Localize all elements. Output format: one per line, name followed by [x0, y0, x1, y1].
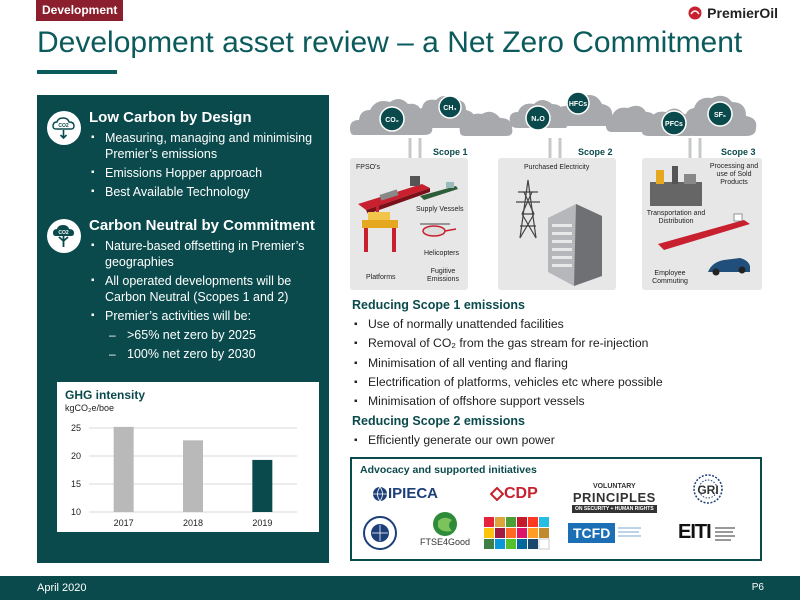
gas-label: CH₄	[443, 105, 457, 112]
reducing-scope2-list	[352, 431, 772, 450]
vp-mid-text: PRINCIPLES	[572, 490, 656, 505]
ftse-globe-icon	[432, 511, 458, 537]
scope1-label: Scope 1	[433, 147, 468, 157]
sdg-grid-icon	[484, 517, 550, 551]
low-carbon-title: Low Carbon by Design	[89, 109, 252, 126]
purchased-electricity-label: Purchased Electricity	[524, 164, 590, 171]
helicopter-icon	[420, 224, 456, 236]
gas-label: SF₆	[713, 112, 727, 119]
list-item: ▪ Electrification of platforms, vehicles etc where possible	[352, 373, 772, 392]
list-item: ▪ Best Available Technology	[89, 184, 323, 200]
x-tick-label: 2019	[252, 518, 273, 528]
y-tick-label: 25	[70, 423, 81, 433]
fugitive-emissions-label: Fugitive Emissions	[427, 268, 459, 283]
eiti-logo	[678, 521, 737, 544]
voluntary-principles-logo	[572, 483, 657, 513]
ipieca-logo	[372, 485, 438, 502]
cdp-text: CDP	[504, 485, 538, 502]
list-item: ▪ Efficiently generate our own power	[352, 431, 772, 450]
carbon-neutral-list	[89, 238, 323, 365]
list-item: ▪ Measuring, managing and minimising Premier’s emissions	[89, 130, 323, 162]
reducing-scope1-section	[352, 298, 772, 411]
employee-commuting-label: Employee Commuting	[652, 270, 688, 285]
list-item: ▪ Minimisation of offshore support vessels	[352, 392, 772, 411]
ghg-intensity-chart	[57, 382, 319, 532]
footer-date: April 2020	[37, 582, 87, 594]
list-sub-item: – >65% net zero by 2025	[89, 327, 323, 343]
premier-oil-emblem-icon	[688, 6, 702, 20]
list-item: ▪ All operated developments will be Carbon Neutral (Scopes 1 and 2)	[89, 273, 323, 305]
bar	[252, 460, 272, 512]
low-carbon-list	[89, 130, 323, 203]
list-item: ▪ Premier’s activities will be:	[89, 308, 323, 324]
gas-clouds	[350, 90, 765, 160]
reducing-scope2-title: Reducing Scope 2 emissions	[352, 414, 525, 428]
advocacy-title: Advocacy and supported initiatives	[360, 464, 537, 476]
eiti-text: EITI	[678, 521, 711, 543]
globe-icon	[372, 486, 388, 502]
gas-label: N₂O	[531, 116, 545, 123]
eiti-lines-icon	[711, 522, 737, 544]
vp-top-text: VOLUNTARY	[592, 483, 636, 490]
gas-label: CO₂	[385, 117, 399, 124]
tcfd-logo	[568, 523, 643, 543]
cdp-logo	[490, 485, 538, 503]
page-title: Development asset review – a Net Zero Commitment	[37, 26, 743, 59]
supply-vessels-label: Supply Vessels	[416, 206, 464, 213]
bar	[183, 440, 203, 512]
reducing-scope2-section	[352, 414, 772, 450]
reducing-scope1-list	[352, 315, 772, 411]
list-item: ▪ Emissions Hopper approach	[89, 165, 323, 181]
sdg-logo	[484, 517, 550, 551]
list-item: ▪ Nature-based offsetting in Premier’s geographies	[89, 238, 323, 270]
reducing-scope1-title: Reducing Scope 1 emissions	[352, 298, 525, 312]
page-number: P6	[751, 582, 764, 593]
fpso-label: FPSO’s	[356, 164, 380, 171]
car-icon	[708, 258, 750, 276]
tcfd-text: TCFD	[568, 523, 615, 543]
pylon-icon	[516, 180, 540, 238]
list-item: ▪ Removal of CO₂ from the gas stream for re-injection	[352, 334, 772, 353]
platforms-label: Platforms	[366, 274, 396, 281]
gri-text: GRI	[697, 483, 719, 497]
scope3-label: Scope 3	[721, 147, 756, 157]
un-global-compact-logo	[362, 515, 398, 551]
carbon-neutral-title: Carbon Neutral by Commitment	[89, 217, 315, 234]
scope1-box	[350, 158, 468, 290]
helicopters-label: Helicopters	[424, 250, 460, 257]
y-tick-label: 20	[70, 451, 81, 461]
chart-title: GHG intensity	[65, 388, 146, 402]
co2-down-icon	[47, 111, 81, 145]
ftse4good-text: FTSE4Good	[420, 537, 471, 547]
svg-text:CO2: CO2	[58, 230, 69, 236]
list-sub-item: – 100% net zero by 2030	[89, 346, 323, 362]
scope3-box	[642, 158, 762, 290]
chart-plot	[57, 382, 319, 532]
x-tick-label: 2018	[182, 518, 204, 528]
ipieca-text: IPIECA	[388, 485, 439, 502]
scope2-box	[498, 158, 616, 290]
gri-logo	[692, 473, 724, 505]
y-tick-label: 15	[70, 479, 81, 489]
transportation-label: Transportation and Distribution	[646, 210, 706, 225]
un-emblem-icon	[362, 515, 398, 551]
premier-oil-logo	[688, 5, 778, 21]
gas-label: HFCs	[568, 101, 588, 108]
svg-text:CO2: CO2	[58, 123, 69, 129]
y-tick-label: 10	[70, 507, 81, 517]
bar	[114, 427, 134, 512]
chart-y-unit: kgCO₂e/boe	[65, 403, 115, 413]
scope2-label: Scope 2	[578, 147, 613, 157]
section-tag: Development	[36, 0, 123, 21]
cdp-mark-icon	[490, 487, 504, 501]
list-item: ▪ Use of normally unattended facilities	[352, 315, 772, 334]
office-building-icon	[548, 204, 602, 286]
scope2-illustration	[498, 158, 616, 290]
vp-bottom-text: ON SECURITY + HUMAN RIGHTS	[572, 505, 657, 513]
gas-label: PFCs	[665, 121, 683, 128]
list-item: ▪ Minimisation of all venting and flaring	[352, 354, 772, 373]
logo-text: PremierOil	[707, 5, 778, 21]
scopes-diagram	[350, 90, 765, 295]
title-underline	[37, 70, 117, 74]
x-tick-label: 2017	[113, 518, 134, 528]
ftse4good-logo	[420, 511, 470, 547]
refinery-icon	[650, 166, 702, 206]
advocacy-box	[350, 457, 762, 561]
tcfd-lines-icon	[615, 523, 643, 543]
co2-tree-icon	[47, 219, 81, 253]
sold-products-label: Processing and use of Sold Products	[709, 163, 759, 186]
footer	[0, 576, 800, 600]
